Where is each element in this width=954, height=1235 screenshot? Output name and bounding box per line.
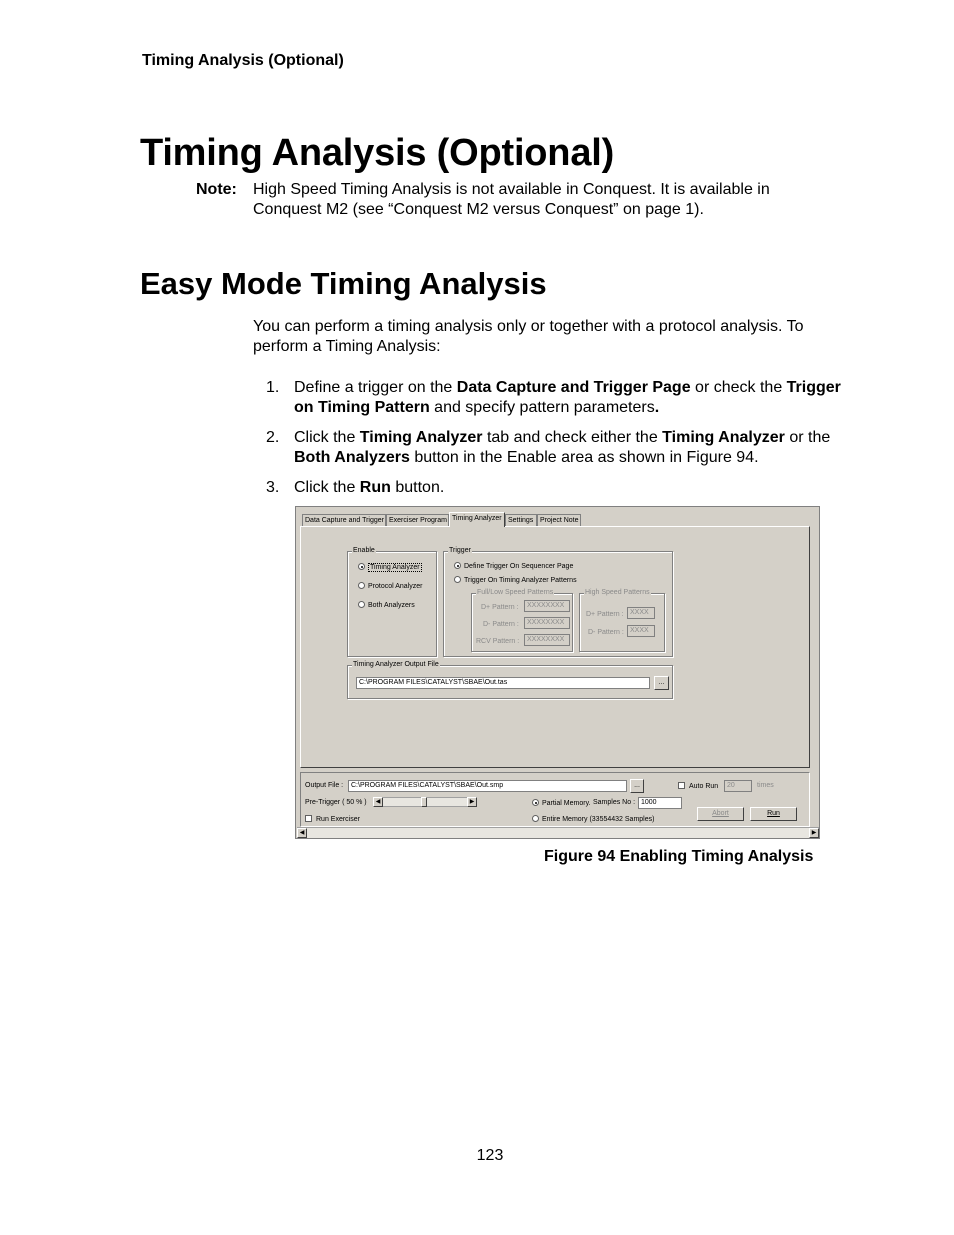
step-text: Define a trigger on the Data Capture and Trigger Page or check the Trigger on Timing Pattern and specify pattern parameters. xyxy=(294,379,841,416)
samples-input[interactable]: 1000 xyxy=(638,797,682,809)
step-number: 3. xyxy=(266,479,280,496)
section-title: Easy Mode Timing Analysis xyxy=(140,266,547,301)
dplus-pattern-label: D+ Pattern : xyxy=(481,604,519,611)
abort-button[interactable]: Abort xyxy=(697,807,744,821)
timing-output-browse-button[interactable]: ... xyxy=(654,676,669,690)
output-file-label: Output File : xyxy=(305,782,344,789)
hs-dminus-pattern-field[interactable]: XXXX xyxy=(627,625,655,637)
page-title: Timing Analysis (Optional) xyxy=(140,132,615,174)
radio-partial-memory[interactable]: Partial Memory. xyxy=(532,799,591,808)
auto-run-unit: times xyxy=(757,782,774,789)
timing-analyzer-panel xyxy=(300,526,810,768)
radio-protocol-analyzer[interactable]: Protocol Analyzer xyxy=(358,582,422,591)
radio-icon xyxy=(532,815,539,822)
tab-data-capture-and-trigger[interactable]: Data Capture and Trigger xyxy=(302,514,386,526)
radio-selected-icon xyxy=(532,799,539,806)
horizontal-scrollbar[interactable] xyxy=(297,827,819,838)
samples-label: Samples No : xyxy=(593,799,636,806)
enable-group-title: Enable xyxy=(353,547,375,554)
step-number: 1. xyxy=(266,379,280,396)
timing-output-file-title: Timing Analyzer Output File xyxy=(353,661,439,668)
radio-timing-analyzer[interactable]: Timing Analyzer xyxy=(358,563,422,572)
hs-dplus-pattern-label: D+ Pattern : xyxy=(586,611,624,618)
capture-settings-area xyxy=(300,772,810,827)
step-number: 2. xyxy=(266,429,280,446)
figure-screenshot xyxy=(295,506,820,839)
radio-icon xyxy=(358,601,365,608)
enable-group xyxy=(347,547,437,657)
pre-trigger-label: Pre-Trigger ( 50 % ) xyxy=(305,799,367,806)
note-text: High Speed Timing Analysis is not available in Conquest. It is available in Conquest M2 (see “Conquest M2 versus Conquest” on page 1). xyxy=(253,181,770,218)
radio-selected-icon xyxy=(358,563,365,570)
step-text: Click the Run button. xyxy=(294,479,445,496)
trigger-group xyxy=(443,547,673,657)
checkbox-icon xyxy=(678,782,685,789)
high-speed-patterns-group xyxy=(579,589,665,652)
auto-run-count[interactable]: 20 xyxy=(724,780,752,792)
timing-output-file-group xyxy=(347,661,673,699)
hs-dminus-pattern-label: D- Pattern : xyxy=(588,629,624,636)
full-low-speed-patterns-group xyxy=(471,589,573,652)
scroll-left-arrow-icon[interactable]: ◀ xyxy=(297,828,307,838)
radio-selected-icon xyxy=(454,562,461,569)
note-label: Note: xyxy=(196,181,237,198)
radio-both-analyzers[interactable]: Both Analyzers xyxy=(358,601,415,610)
tab-timing-analyzer[interactable]: Timing Analyzer xyxy=(449,512,505,527)
tab-exerciser-program[interactable]: Exerciser Program xyxy=(386,514,449,526)
scroll-right-arrow-icon[interactable]: ▶ xyxy=(809,828,819,838)
figure-caption: Figure 94 Enabling Timing Analysis xyxy=(544,848,814,865)
radio-icon xyxy=(454,576,461,583)
run-exerciser-checkbox[interactable]: Run Exerciser xyxy=(305,815,360,824)
auto-run-checkbox[interactable]: Auto Run xyxy=(678,782,718,791)
step-text: Click the Timing Analyzer tab and check either the Timing Analyzer or the Both Analyzers button in the Enable area as shown in Figure 94. xyxy=(294,429,831,466)
radio-icon xyxy=(358,582,365,589)
radio-define-trigger-sequencer[interactable]: Define Trigger On Sequencer Page xyxy=(454,562,573,571)
slider-thumb[interactable] xyxy=(421,797,427,807)
page-number: 123 xyxy=(476,1147,504,1164)
slider-right-arrow-icon[interactable]: ▶ xyxy=(467,797,477,807)
full-low-speed-title: Full/Low Speed Patterns xyxy=(477,589,554,596)
high-speed-title: High Speed Patterns xyxy=(585,589,650,596)
timing-output-file-input[interactable]: C:\PROGRAM FILES\CATALYST\SBAE\Out.tas xyxy=(356,677,650,689)
rcv-pattern-label: RCV Pattern : xyxy=(476,638,520,645)
intro-paragraph: You can perform a timing analysis only or together with a protocol analysis. To perform a Timing Analysis: xyxy=(253,318,804,355)
hs-dplus-pattern-field[interactable]: XXXX xyxy=(627,607,655,619)
radio-trigger-timing-patterns[interactable]: Trigger On Timing Analyzer Patterns xyxy=(454,576,577,585)
run-button[interactable]: Run xyxy=(750,807,797,821)
radio-entire-memory[interactable]: Entire Memory (33554432 Samples) xyxy=(532,815,654,824)
checkbox-icon xyxy=(305,815,312,822)
tab-settings[interactable]: Settings xyxy=(505,514,537,526)
rcv-pattern-field[interactable]: XXXXXXXX xyxy=(524,634,570,646)
pre-trigger-slider[interactable] xyxy=(373,797,477,807)
output-file-input[interactable]: C:\PROGRAM FILES\CATALYST\SBAE\Out.smp xyxy=(348,780,627,792)
slider-left-arrow-icon[interactable]: ◀ xyxy=(373,797,383,807)
output-browse-button[interactable]: ... xyxy=(630,779,644,793)
dminus-pattern-label: D- Pattern : xyxy=(483,621,519,628)
dminus-pattern-field[interactable]: XXXXXXXX xyxy=(524,617,570,629)
tab-project-note[interactable]: Project Note xyxy=(537,514,581,526)
trigger-group-title: Trigger xyxy=(449,547,471,554)
dplus-pattern-field[interactable]: XXXXXXXX xyxy=(524,600,570,612)
running-header: Timing Analysis (Optional) xyxy=(142,52,344,69)
